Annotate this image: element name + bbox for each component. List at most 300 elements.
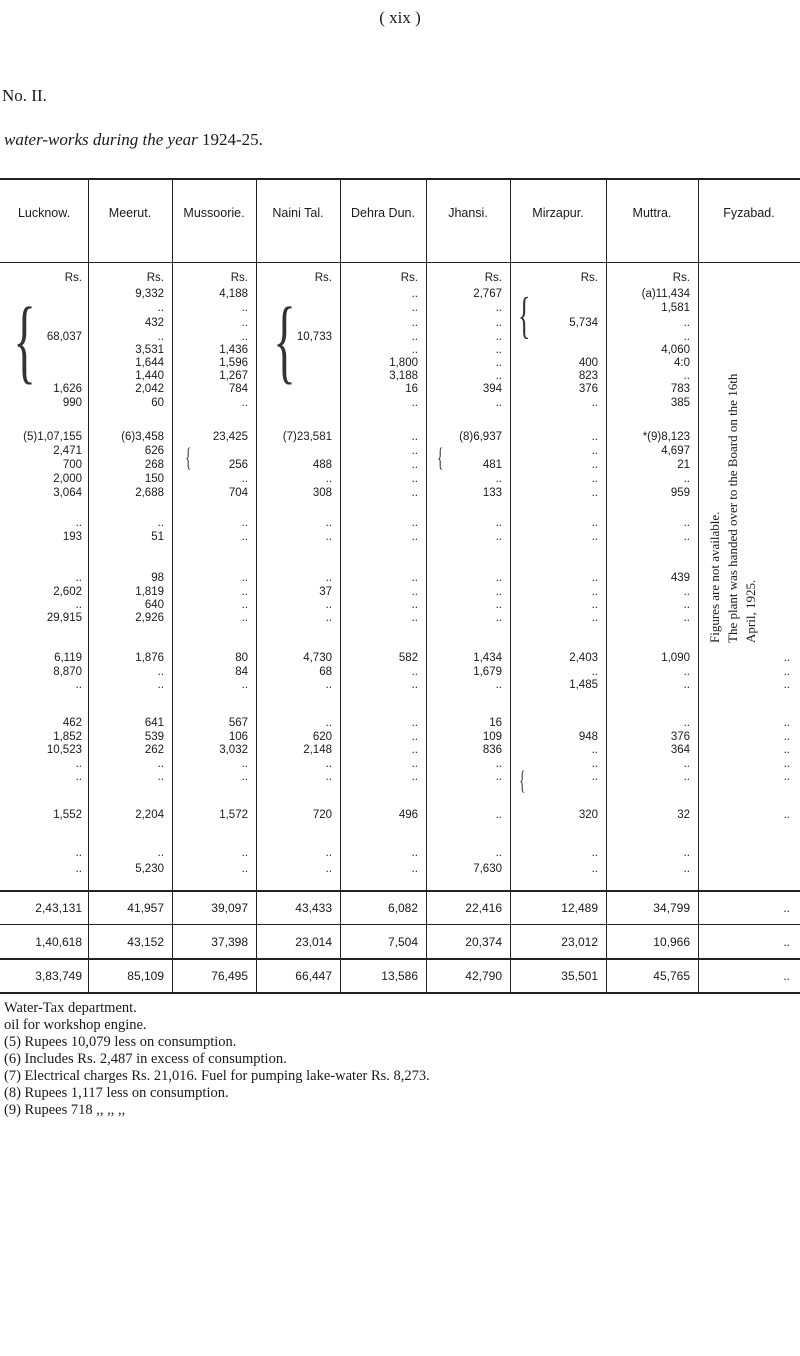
table-cell: ..: [75, 599, 82, 611]
table-cell: ..: [411, 612, 418, 624]
table-cell: ..: [783, 744, 790, 756]
table-cell: ..: [325, 758, 332, 770]
table-cell: ..: [495, 397, 502, 409]
table-cell: 1,552: [53, 809, 82, 821]
table-cell: ..: [591, 397, 598, 409]
table-cell: ..: [591, 445, 598, 457]
table-cell: 109: [482, 731, 502, 743]
total-cell: 3,83,749: [35, 969, 82, 983]
table-cell: ..: [241, 302, 248, 314]
table-cell: ..: [591, 771, 598, 783]
table-cell: ..: [411, 717, 418, 729]
total-cell: 20,374: [465, 935, 502, 949]
table-cell: ..: [411, 487, 418, 499]
table-cell: 16: [489, 717, 502, 729]
brace-mark: {: [518, 288, 531, 344]
table-cell: 10,733: [296, 331, 332, 343]
table-cell: 4,730: [303, 652, 332, 664]
currency-label: Rs.: [580, 272, 598, 284]
table-cell: 29,915: [46, 612, 82, 624]
table-cell: ..: [783, 731, 790, 743]
table-cell: 439: [670, 572, 690, 584]
footnote-line: (9) Rupees 718 ,, ,, ,,: [4, 1102, 126, 1118]
column-rule: [698, 178, 699, 992]
table-cell: ..: [241, 586, 248, 598]
table-cell: 1,581: [661, 302, 690, 314]
table-cell: 400: [578, 357, 598, 369]
table-cell: ..: [411, 531, 418, 543]
table-cell: 268: [144, 459, 164, 471]
table-cell: ..: [783, 666, 790, 678]
table-cell: ..: [325, 771, 332, 783]
table-cell: ..: [591, 459, 598, 471]
table-cell: ..: [157, 331, 164, 343]
table-cell: ..: [241, 397, 248, 409]
table-cell: 4:0: [674, 357, 690, 369]
table-cell: 2,042: [135, 383, 164, 395]
totals-rule: [0, 958, 800, 960]
table-cell: 150: [144, 473, 164, 485]
table-cell: ..: [495, 599, 502, 611]
table-cell: ..: [591, 599, 598, 611]
table-cell: ..: [411, 572, 418, 584]
brace-mark: {: [519, 766, 526, 795]
table-cell: ..: [411, 731, 418, 743]
subtitle-text: water-works during the year: [4, 130, 198, 149]
table-cell: ..: [157, 666, 164, 678]
table-cell: 704: [228, 487, 248, 499]
total-cell: 37,398: [211, 935, 248, 949]
table-cell: 1,852: [53, 731, 82, 743]
table-cell: 80: [235, 652, 248, 664]
table-cell: 1,800: [389, 357, 418, 369]
table-cell: 783: [670, 383, 690, 395]
table-cell: (6)3,458: [121, 431, 164, 443]
table-cell: ..: [325, 612, 332, 624]
total-cell: 66,447: [295, 969, 332, 983]
table-cell: 1,436: [219, 344, 248, 356]
total-cell: 35,501: [561, 969, 598, 983]
table-cell: 1,876: [135, 652, 164, 664]
table-cell: ..: [591, 758, 598, 770]
table-cell: ..: [783, 717, 790, 729]
table-cell: 4,697: [661, 445, 690, 457]
table-cell: ..: [591, 863, 598, 875]
table-cell: 1,644: [135, 357, 164, 369]
footnote-line: (5) Rupees 10,079 less on consumption.: [4, 1034, 237, 1050]
table-cell: 2,403: [569, 652, 598, 664]
totals-rule: [0, 890, 800, 892]
table-cell: 641: [144, 717, 164, 729]
total-cell: 43,433: [295, 901, 332, 915]
statement-number: No. II.: [2, 86, 47, 105]
table-cell: ..: [683, 531, 690, 543]
table-cell: 626: [144, 445, 164, 457]
column-header: Meerut.: [108, 206, 152, 220]
table-cell: ..: [241, 473, 248, 485]
column-header: Dehra Dun.: [351, 206, 415, 220]
total-cell: 45,765: [653, 969, 690, 983]
table-cell: 2,767: [473, 288, 502, 300]
table-cell: ..: [591, 612, 598, 624]
table-cell: 640: [144, 599, 164, 611]
table-cell: ..: [591, 572, 598, 584]
total-cell: 43,152: [127, 935, 164, 949]
table-cell: ..: [683, 331, 690, 343]
table-cell: ..: [683, 317, 690, 329]
fyzabad-note: [706, 273, 758, 643]
header-rule: [0, 262, 800, 263]
table-cell: ..: [411, 744, 418, 756]
table-cell: ..: [411, 473, 418, 485]
table-cell: ..: [495, 809, 502, 821]
page-number: ( xix ): [379, 8, 421, 27]
table-cell: ..: [591, 487, 598, 499]
table-cell: ..: [241, 612, 248, 624]
column-header: Muttra.: [632, 206, 672, 220]
table-cell: 32: [677, 809, 690, 821]
table-cell: 990: [62, 397, 82, 409]
table-cell: ..: [241, 572, 248, 584]
table-cell: 959: [670, 487, 690, 499]
table-cell: ..: [411, 288, 418, 300]
table-cell: ..: [591, 431, 598, 443]
table-cell: (5)1,07,155: [23, 431, 82, 443]
table-cell: ..: [411, 517, 418, 529]
table-cell: ..: [683, 599, 690, 611]
table-cell: 37: [319, 586, 332, 598]
table-cell: 6,119: [54, 652, 82, 664]
table-cell: ..: [157, 302, 164, 314]
table-cell: ..: [591, 744, 598, 756]
fyzabad-note-line: April, 1925.: [743, 579, 758, 643]
table-cell: 2,926: [135, 612, 164, 624]
total-cell: 13,586: [381, 969, 418, 983]
table-cell: 10,523: [46, 744, 82, 756]
table-cell: ..: [495, 302, 502, 314]
table-cell: 385: [670, 397, 690, 409]
table-cell: ..: [411, 397, 418, 409]
table-cell: 462: [62, 717, 82, 729]
total-cell: 23,012: [561, 935, 598, 949]
total-cell: 76,495: [211, 969, 248, 983]
table-cell: ..: [157, 679, 164, 691]
table-cell: 432: [144, 317, 164, 329]
table-cell: ..: [683, 863, 690, 875]
column-header: Lucknow.: [17, 206, 71, 220]
table-cell: ..: [411, 459, 418, 471]
table-cell: 720: [312, 809, 332, 821]
table-cell: (7)23,581: [282, 431, 332, 443]
table-cell: 2,471: [53, 445, 82, 457]
column-header: Mirzapur.: [532, 206, 584, 220]
table-cell: 2,204: [135, 809, 164, 821]
currency-label: Rs.: [484, 272, 502, 284]
table-cell: 364: [670, 744, 690, 756]
footnote-line: (6) Includes Rs. 2,487 in excess of consumption.: [4, 1051, 287, 1067]
table-cell: 620: [312, 731, 332, 743]
table-cell: 4,060: [661, 344, 690, 356]
table-cell: 7,630: [473, 863, 502, 875]
fyzabad-note-line: The plant was handed over to the Board on the 16th: [725, 373, 740, 643]
table-cell: ..: [683, 679, 690, 691]
table-cell: 51: [151, 531, 164, 543]
brace-mark: {: [13, 289, 36, 393]
table-cell: 193: [62, 531, 82, 543]
currency-label: Rs.: [314, 272, 332, 284]
table-cell: 700: [62, 459, 82, 471]
table-cell: ..: [157, 847, 164, 859]
table-cell: 823: [578, 370, 598, 382]
table-cell: ..: [411, 445, 418, 457]
table-cell: 1,485: [569, 679, 598, 691]
table-cell: ..: [241, 847, 248, 859]
table-cell: ..: [495, 572, 502, 584]
total-cell: ..: [783, 935, 790, 949]
table-cell: 68: [319, 666, 332, 678]
table-cell: ..: [495, 473, 502, 485]
table-cell: 567: [228, 717, 248, 729]
table-cell: ..: [241, 771, 248, 783]
column-header: Naini Tal.: [272, 206, 324, 220]
table-cell: 308: [312, 487, 332, 499]
table-cell: 1,440: [135, 370, 164, 382]
table-cell: ..: [411, 344, 418, 356]
table-cell: 481: [482, 459, 502, 471]
table-cell: ..: [75, 863, 82, 875]
footnote-line: oil for workshop engine.: [4, 1017, 147, 1033]
table-cell: ..: [75, 517, 82, 529]
total-cell: 2,43,131: [35, 901, 82, 915]
table-cell: (a)11,434: [641, 288, 690, 300]
table-cell: ..: [325, 847, 332, 859]
table-cell: 9,332: [135, 288, 164, 300]
table-cell: ..: [683, 758, 690, 770]
table-cell: 2,148: [303, 744, 332, 756]
table-cell: ..: [591, 473, 598, 485]
table-cell: ..: [325, 599, 332, 611]
table-cell: ..: [683, 717, 690, 729]
table-cell: ..: [495, 357, 502, 369]
table-cell: ..: [241, 317, 248, 329]
table-cell: 488: [312, 459, 332, 471]
table-cell: ..: [683, 666, 690, 678]
table-cell: 1,267: [219, 370, 248, 382]
table-cell: ..: [241, 758, 248, 770]
table-cell: 4,188: [219, 288, 248, 300]
currency-label: Rs.: [146, 272, 164, 284]
table-cell: 3,531: [135, 344, 164, 356]
table-cell: ..: [325, 717, 332, 729]
table-cell: 2,000: [53, 473, 82, 485]
table-cell: ..: [683, 847, 690, 859]
table-top-rule: [0, 178, 800, 180]
table-cell: ..: [683, 473, 690, 485]
brace-mark: {: [437, 443, 444, 472]
table-cell: ..: [495, 771, 502, 783]
table-cell: ..: [411, 317, 418, 329]
table-cell: ..: [241, 679, 248, 691]
table-cell: 582: [398, 652, 418, 664]
table-cell: 16: [405, 383, 418, 395]
table-cell: ..: [495, 331, 502, 343]
table-cell: ..: [241, 331, 248, 343]
table-cell: ..: [325, 473, 332, 485]
table-cell: ..: [683, 586, 690, 598]
total-cell: 23,014: [295, 935, 332, 949]
table-cell: ..: [325, 531, 332, 543]
footnote-line: Water-Tax department.: [4, 1000, 137, 1016]
table-cell: 1,679: [473, 666, 502, 678]
table-cell: (8)6,937: [459, 431, 502, 443]
table-cell: 1,626: [53, 383, 82, 395]
total-cell: ..: [783, 969, 790, 983]
table-cell: ..: [683, 612, 690, 624]
table-cell: 784: [228, 383, 248, 395]
table-cell: ..: [495, 531, 502, 543]
total-cell: 39,097: [211, 901, 248, 915]
table-cell: ..: [591, 847, 598, 859]
table-cell: ..: [495, 517, 502, 529]
table-cell: ..: [411, 431, 418, 443]
table-cell: ..: [495, 679, 502, 691]
table-cell: ..: [241, 517, 248, 529]
table-cell: 133: [482, 487, 502, 499]
total-cell: 41,957: [127, 901, 164, 915]
table-cell: ..: [783, 771, 790, 783]
table-cell: ..: [75, 758, 82, 770]
table-cell: 60: [151, 397, 164, 409]
table-cell: ..: [325, 517, 332, 529]
table-cell: 84: [235, 666, 248, 678]
fyzabad-note-line: Figures are not available.: [707, 511, 722, 643]
table-cell: 3,188: [389, 370, 418, 382]
footnotes: [4, 1000, 794, 1119]
column-header: Mussoorie.: [183, 206, 245, 220]
table-cell: 1,572: [219, 809, 248, 821]
table-cell: ..: [495, 586, 502, 598]
total-cell: 22,416: [465, 901, 502, 915]
total-cell: 12,489: [561, 901, 598, 915]
table-cell: 262: [144, 744, 164, 756]
table-cell: 539: [144, 731, 164, 743]
table-cell: ..: [591, 517, 598, 529]
table-cell: ..: [325, 572, 332, 584]
table-cell: ..: [591, 586, 598, 598]
currency-label: Rs.: [400, 272, 418, 284]
table-cell: ..: [495, 344, 502, 356]
table-cell: ..: [495, 612, 502, 624]
fyzabad-note-text: [706, 273, 758, 643]
table-cell: 5,734: [569, 317, 598, 329]
table-cell: ..: [495, 370, 502, 382]
totals-rule: [0, 924, 800, 925]
table-cell: ..: [683, 517, 690, 529]
brace-mark: {: [185, 443, 192, 472]
column-header: Jhansi.: [448, 206, 488, 220]
table-cell: ..: [157, 771, 164, 783]
table-cell: *(9)8,123: [642, 431, 690, 443]
total-cell: 34,799: [653, 901, 690, 915]
table-cell: 394: [482, 383, 502, 395]
table-cell: 5,230: [135, 863, 164, 875]
table-cell: ..: [241, 863, 248, 875]
table-bottom-rule: [0, 992, 800, 994]
table-cell: 1,090: [661, 652, 690, 664]
footnote-line: (7) Electrical charges Rs. 21,016. Fuel for pumping lake-water Rs. 8,273.: [4, 1068, 430, 1084]
total-cell: 1,40,618: [35, 935, 82, 949]
table-cell: ..: [495, 758, 502, 770]
table-cell: 23,425: [212, 431, 248, 443]
table-cell: ..: [411, 599, 418, 611]
table-cell: ..: [75, 771, 82, 783]
currency-label: Rs.: [672, 272, 690, 284]
table-cell: ..: [495, 847, 502, 859]
table-cell: ..: [75, 572, 82, 584]
currency-label: Rs.: [64, 272, 82, 284]
table-cell: 1,819: [135, 586, 164, 598]
table-cell: ..: [411, 679, 418, 691]
table-cell: 3,064: [53, 487, 82, 499]
table-cell: 1,596: [219, 357, 248, 369]
table-cell: ..: [325, 863, 332, 875]
table-cell: ..: [683, 771, 690, 783]
table-cell: ..: [683, 370, 690, 382]
table-cell: 2,602: [53, 586, 82, 598]
table-cell: ..: [241, 599, 248, 611]
table-cell: ..: [783, 809, 790, 821]
table-cell: 8,870: [53, 666, 82, 678]
table-cell: ..: [411, 771, 418, 783]
data-table: [0, 178, 800, 994]
table-cell: ..: [411, 758, 418, 770]
total-cell: 42,790: [465, 969, 502, 983]
currency-label: Rs.: [230, 272, 248, 284]
table-cell: ..: [411, 586, 418, 598]
table-cell: 106: [228, 731, 248, 743]
table-cell: ..: [325, 679, 332, 691]
total-cell: 10,966: [653, 935, 690, 949]
table-cell: ..: [495, 317, 502, 329]
table-cell: 21: [677, 459, 690, 471]
total-cell: ..: [783, 901, 790, 915]
brace-mark: {: [273, 289, 296, 393]
table-cell: ..: [241, 531, 248, 543]
table-cell: 1,434: [473, 652, 502, 664]
table-cell: ..: [157, 517, 164, 529]
table-cell: ..: [411, 666, 418, 678]
table-cell: 3,032: [219, 744, 248, 756]
table-cell: ..: [411, 863, 418, 875]
table-cell: 376: [578, 383, 598, 395]
column-header: Fyzabad.: [723, 206, 775, 220]
table-cell: 948: [578, 731, 598, 743]
table-cell: ..: [783, 652, 790, 664]
table-cell: 256: [228, 459, 248, 471]
table-cell: ..: [75, 847, 82, 859]
table-cell: ..: [411, 847, 418, 859]
subtitle-year: 1924-25.: [201, 130, 263, 149]
table-cell: ..: [157, 758, 164, 770]
table-cell: ..: [411, 331, 418, 343]
table-cell: ..: [783, 679, 790, 691]
table-cell: ..: [783, 758, 790, 770]
table-cell: 68,037: [46, 331, 82, 343]
footnote-line: (8) Rupees 1,117 less on consumption.: [4, 1085, 229, 1101]
total-cell: 6,082: [387, 901, 418, 915]
table-cell: ..: [591, 666, 598, 678]
table-cell: ..: [411, 302, 418, 314]
